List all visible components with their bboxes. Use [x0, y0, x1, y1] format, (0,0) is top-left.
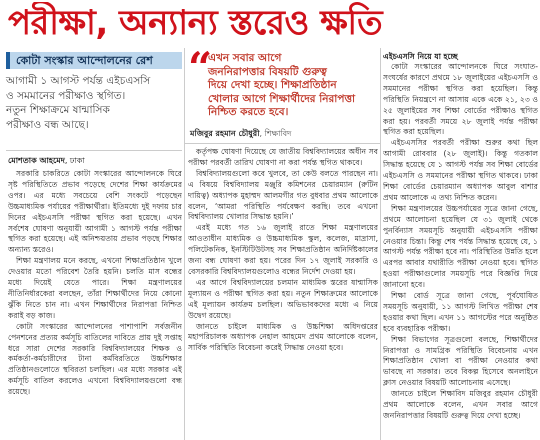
column-divider: [380, 48, 381, 440]
pull-quote: এখন সবার আগে জননিরাপত্তার বিষয়টি গুরুত্ব দিয়ে দেখা হচ্ছে। শিক্ষাপ্রতিষ্ঠান খোলার আগে শিক্ষার্থীদের নিরাপত্তা নিশ্চিত করতে হবে।: [208, 52, 356, 118]
paragraph: এইচএসসির পরবর্তী পরীক্ষা শুরুর কথা ছিল আগামী রোববার (২৮ জুলাই)। কিন্তু গতকাল সিদ্ধান্ত হয়েছে যে ১ আগস্ট পর্যন্ত সব শিক্ষা বোর্ডের এইচএসসি ও সমমানের পরীক্ষা স্থগিত থাকবে। ঢাকা শিক্ষা বোর্ডের চেয়ারম্যান অধ্যাপক আবুল বাশার প্রথম আলোকে এ তথ্য নিশ্চিত করেন।: [383, 138, 538, 202]
byline-place: , ঢাকা: [64, 156, 85, 165]
sidebar-label: কোটা সংস্কার আন্দোলনের রেশ: [6, 52, 182, 69]
column-3: [383, 62, 538, 440]
paragraph: বিশ্ববিদ্যালয়গুলো কবে খুলবে, তা কেউ বলতে পারছেন না। এ বিষয়ে বিশ্ববিদ্যালয় মঞ্জুরি কমিশনের চেয়ারম্যান (রুটিন দায়িত্ব) অধ্যাপক মুহাম্মদ আলমগীর গত বুধবার প্রথম আলোকে বলেন, ‘আমরা পরিস্থিতি পর্যবেক্ষণ করছি। তবে এখনো বিশ্ববিদ্যালয় খোলার সিদ্ধান্ত হয়নি।’: [188, 168, 378, 222]
paragraph: কোটা সংস্কারের আন্দোলনকে ঘিরে সংঘাত-সংঘর্ষের কারণে প্রথমে ১৮ জুলাইয়ের এইচএসসি ও সমমানের পরীক্ষা স্থগিত করা হয়েছিল। কিন্তু পরিস্থিতি নিয়ন্ত্রণে না আসায় একে একে ২১, ২৩ ও ২৫ জুলাইয়ের সব শিক্ষা বোর্ডের পরীক্ষাও স্থগিত করা হয়। পরবর্তী সময়ে ২৮ জুলাই পর্যন্ত পরীক্ষা স্থগিত করা হয়েছিল।: [383, 62, 538, 137]
paragraph: জানতে চাইলে মাধ্যমিক ও উচ্চশিক্ষা অধিদপ্তরের মহাপরিচালক অধ্যাপক নেহাল আহমেদ প্রথম আলোকে বলেন, সার্বিক পরিস্থিতি বিবেচনা করেই সিদ্ধান্ত নেওয়া হবে।: [188, 321, 378, 353]
sidebar-divider: [6, 150, 182, 151]
paragraph: কোটা সংস্কারের আন্দোলনের পাশাপাশি সর্বজনীন পেনশনের প্রত্যয় কর্মসূচি বাতিলের দাবিতে প্রায় দুই সপ্তাহ ধরে সারা দেশের সরকারি বিশ্ববিদ্যালয়ের শিক্ষক ও কর্মকর্তা-কর্মচারীদের টানা কর্মবিরতিতে উচ্চশিক্ষার প্রতিষ্ঠানগুলোতে স্থবিরতা চলছিল। এর মধ্যে সরকার এই কর্মসূচি বাতিল করলেও এখনো বিশ্ববিদ্যালয়গুলো বন্ধ রয়েছে।: [8, 321, 182, 397]
sidebar-summary: আগামী ১ আগস্ট পর্যন্ত এইচএসসি ও সমমানের পরীক্ষাও স্থগিত। নতুন শিক্ষাক্রমে ষান্মাসিক পরীক্ষাও বন্ধ আছে।: [6, 75, 151, 131]
quote-author: [190, 129, 380, 139]
paragraph: শিক্ষা মন্ত্রণালয়ের উচ্চপর্যায়ের সূত্রে জানা গেছে, প্রথমে আলোচনা হয়েছিল যে ৩১ জুলাই থেকে পুনর্বিন্যাস সময়সূচি অনুযায়ী এইচএসসি পরীক্ষা নেওয়ার চিন্তা। কিন্তু শেষ পর্যন্ত সিদ্ধান্ত হয়েছে যে, ১ আগস্ট পর্যন্ত পরীক্ষা হবে না। পরিস্থিতির উন্নতি হলে এরপর আবার যথারীতি পরীক্ষা নেওয়া হবে। স্থগিত হওয়া পরীক্ষাগুলোর সময়সূচি পরে বিজ্ঞপ্তি দিয়ে জানানো হবে।: [383, 203, 538, 290]
headline: পরীক্ষা, অন্যান্য স্তরেও ক্ষতি: [8, 3, 383, 43]
paragraph: জানতে চাইলে শিক্ষাবিদ মজিবুর রহমান চৌধুরী প্রথম আলোকে বলেন, এখন সবার আগে জননিরাপত্তার বিষয়টি গুরুত্ব দিয়ে দেখা হচ্ছে।: [383, 389, 538, 420]
paragraph: শিক্ষা বোর্ড সূত্রে জানা গেছে, পূর্বঘোষিত সময়সূচি অনুযায়ী, ১১ আগস্ট লিখিত পরীক্ষা শেষ হওয়ার কথা ছিল। এখন ১১ আগস্টের পরে অনুষ্ঠিত হবে ব্যবহারিক পরীক্ষা।: [383, 291, 538, 333]
paragraph: শিক্ষা মন্ত্রণালয় মনে করছে, এখনো শিক্ষাপ্রতিষ্ঠান খুলে দেওয়ার মতো পরিবেশ তৈরি হয়নি। চলতি মাস বন্ধের মধ্যে দিয়েই যেতে পারে। শিক্ষা মন্ত্রণালয়ের নীতিনির্ধারকেরা বলছেন, তাঁরা শিক্ষার্থীদের নিয়ে কোনো ঝুঁকি নিতে চান না। এখন শিক্ষার্থীদের নিরাপত্তা নিশ্চিত করাই বড় কাজ।: [8, 256, 182, 320]
paragraph: কর্তৃপক্ষ ঘোষণা দিয়েছে যে জাতীয় বিশ্ববিদ্যালয়ের অধীন সব পরীক্ষা পরবর্তী তারিখ ঘোষণা না করা পর্যন্ত স্থগিত থাকবে।: [188, 147, 378, 167]
column-2: [188, 147, 378, 440]
quote-divider: [184, 143, 380, 144]
quote-author-role: , শিক্ষাবিদ: [259, 129, 292, 138]
paragraph: এর আগে বিশ্ববিদ্যালয়ের চলমান মাধ্যমিক স্তরের ষান্মাসিক মূল্যায়ন ও পরীক্ষা স্থগিত করা হয়। নতুন শিক্ষাক্রমের আলোকে এই মূল্যায়ন কার্যক্রম চলছিল। অভিভাবকদের মধ্যে এ নিয়ে উদ্বেগ রয়েছে।: [188, 277, 378, 320]
section-subhead: এইচএসসি নিয়ে যা হচ্ছে: [383, 52, 458, 61]
paragraph: এরই মধ্যে গত ১৬ জুলাই রাতে শিক্ষা মন্ত্রণালয়ের আওতাধীন মাধ্যমিক ও উচ্চমাধ্যমিক স্কুল, কলেজ, মাদ্রাসা, পলিটেকনিক, ইনস্টিটিউটসহ সব শিক্ষাপ্রতিষ্ঠান অনির্দিষ্টকালের জন্য বন্ধ ঘোষণা করা হয়। পরের দিন ১৭ জুলাই সরকারি ও বেসরকারি বিশ্ববিদ্যালয়গুলোও বন্ধের নির্দেশ দেওয়া হয়।: [188, 223, 378, 276]
byline: [8, 155, 184, 167]
paragraph: সরকারি চাকরিতে কোটা সংস্কারের আন্দোলনকে ঘিরে সৃষ্ট পরিস্থিতিতে প্রভাব পড়েছে দেশের শিক্ষা কার্যক্রমের ওপর। এর মধ্যে সবচেয়ে বেশি সংকটে পড়েছেন উচ্চমাধ্যমিক পর্যায়ের পরীক্ষার্থীরা। ইতিমধ্যে দুই দফায় চার দিনের এইচএসসি পরীক্ষা স্থগিত করা হয়েছে। এখন সর্বশেষ ঘোষণা অনুযায়ী আগামী ১ আগস্ট পর্যন্ত পরীক্ষা স্থগিত করা হয়েছে। এই অনিশ্চয়তায় প্রভাব পড়ছে শিক্ষার অন্যান্য স্তরেও।: [8, 169, 182, 255]
column-divider: [184, 48, 185, 440]
paragraph: শিক্ষা বিভাগের সূত্রগুলো বলছে, শিক্ষার্থীদের নিরাপত্তা ও সামগ্রিক পরিস্থিতি বিবেচনায় এখন শিক্ষাপ্রতিষ্ঠান খোলা বা পরীক্ষা নেওয়ার কথা ভাবছে না সরকার। তবে বিকল্প হিসেবে অনলাইনে ক্লাস নেওয়ার বিষয়টি আলোচনায় এসেছে।: [383, 334, 538, 388]
quote-author-name: মজিবুর রহমান চৌধুরী: [190, 129, 260, 138]
column-1: [8, 169, 182, 440]
byline-name: মোশতাক আহমেদ: [8, 156, 65, 165]
quote-mark-icon: “: [188, 43, 213, 92]
